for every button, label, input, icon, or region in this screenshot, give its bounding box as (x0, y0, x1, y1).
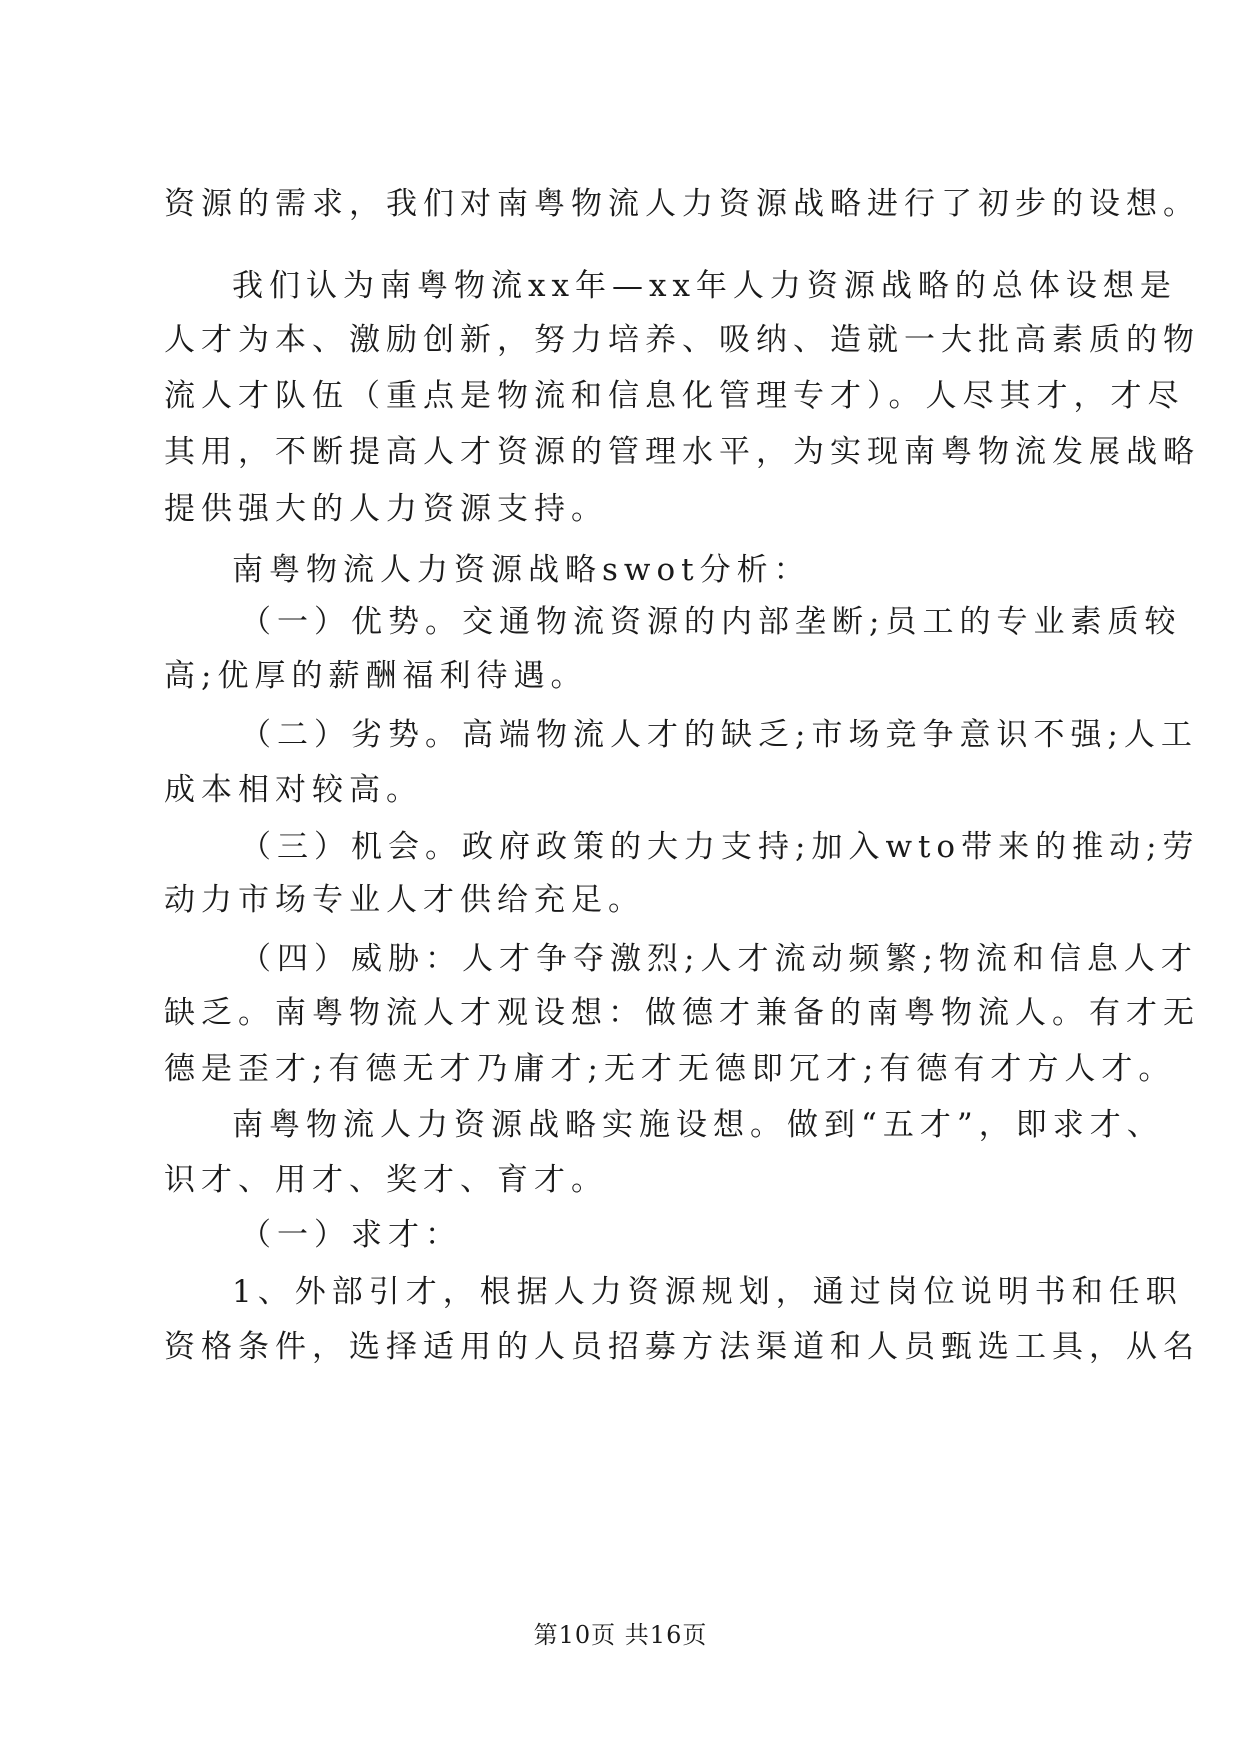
text-line-5: 其用，不断提高人才资源的管理水平，为实现南粤物流发展战略 (164, 434, 1200, 470)
text-line-12: （三）机会。政府政策的大力支持;加入wto带来的推动;劳 (240, 829, 1200, 865)
text-line-13: 动力市场专业人才供给充足。 (164, 882, 645, 918)
text-line-4: 流人才队伍（重点是物流和信息化管理专才）。人尽其才，才尽 (164, 378, 1185, 414)
text-line-1: 资源的需求，我们对南粤物流人力资源战略进行了初步的设想。 (164, 186, 1200, 222)
text-line-8: （一）优势。交通物流资源的内部垄断;员工的专业素质较 (240, 604, 1182, 640)
text-line-16: 德是歪才;有德无才乃庸才;无才无德即冗才;有德有才方人才。 (164, 1051, 1176, 1087)
text-line-9: 高;优厚的薪酬福利待遇。 (164, 658, 588, 694)
text-line-21: 资格条件，选择适用的人员招募方法渠道和人员甄选工具，从名 (164, 1329, 1200, 1365)
text-line-6: 提供强大的人力资源支持。 (164, 491, 608, 527)
text-line-7: 南粤物流人力资源战略swot分析： (232, 552, 811, 588)
text-line-15: 缺乏。南粤物流人才观设想：做德才兼备的南粤物流人。有才无 (164, 995, 1200, 1031)
text-line-14: （四）威胁：人才争夺激烈;人才流动频繁;物流和信息人才 (240, 941, 1198, 977)
text-line-20: 1、外部引才，根据人力资源规划，通过岗位说明书和任职 (232, 1274, 1183, 1310)
text-line-3: 人才为本、激励创新，努力培养、吸纳、造就一大批高素质的物 (164, 322, 1200, 358)
text-line-18: 识才、用才、奖才、育才。 (164, 1162, 608, 1198)
text-line-10: （二）劣势。高端物流人才的缺乏;市场竞争意识不强;人工 (240, 717, 1198, 753)
text-line-11: 成本相对较高。 (164, 772, 423, 808)
page-number-footer: 第10页 共16页 (533, 1621, 708, 1649)
text-line-19: （一）求才： (240, 1217, 462, 1253)
text-line-2: 我们认为南粤物流xx年—xx年人力资源战略的总体设想是 (232, 268, 1177, 304)
text-line-17: 南粤物流人力资源战略实施设想。做到“五才”，即求才、 (232, 1107, 1164, 1143)
